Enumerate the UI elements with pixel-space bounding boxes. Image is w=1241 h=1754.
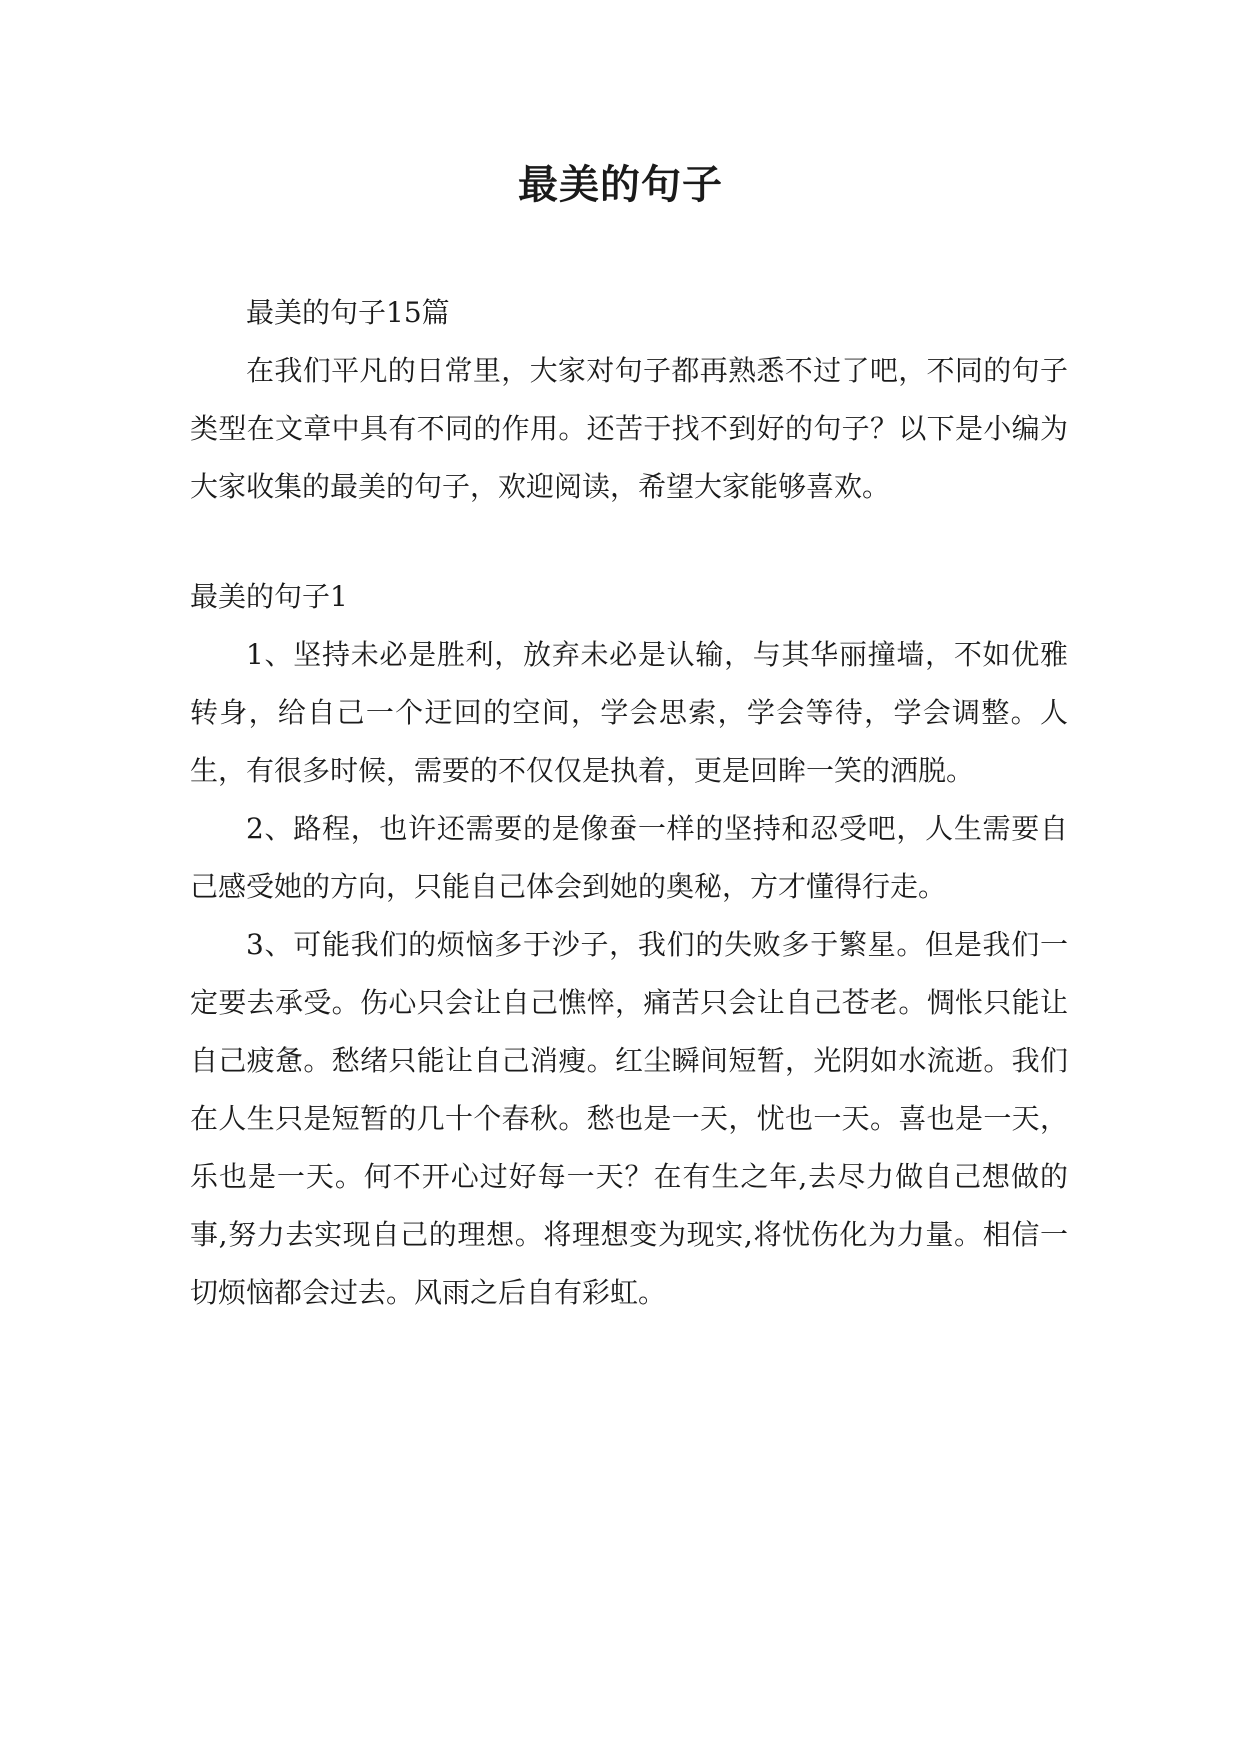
document-body [190,284,1068,1322]
sentence-paragraph-1: 1、坚持未必是胜利，放弃未必是认输，与其华丽撞墙，不如优雅转身，给自己一个迂回的空间，学会思索，学会等待，学会调整。人生，有很多时候，需要的不仅仅是执着，更是回眸一笑的洒脱。 [190,638,1068,787]
section-spacer [190,516,1068,568]
sentence-paragraph-3: 3、可能我们的烦恼多于沙子，我们的失败多于繁星。但是我们一定要去承受。伤心只会让自己憔悴，痛苦只会让自己苍老。惆怅只能让自己疲惫。愁绪只能让自己消瘦。红尘瞬间短暂，光阴如水流逝。我们在人生只是短暂的几十个春秋。愁也是一天，忧也一天。喜也是一天，乐也是一天。何不开心过好每一天？在有生之年,去尽力做自己想做的事,努力去实现自己的理想。将理想变为现实,将忧伤化为力量。相信一切烦恼都会过去。风雨之后自有彩虹。 [190,928,1068,1309]
section-heading: 最美的句子1 [190,580,348,613]
intro-paragraph: 在我们平凡的日常里，大家对句子都再熟悉不过了吧，不同的句子类型在文章中具有不同的作用。还苦于找不到好的句子？以下是小编为大家收集的最美的句子，欢迎阅读，希望大家能够喜欢。 [190,354,1068,503]
document-title: 最美的句子 [518,162,723,208]
document-subtitle: 最美的句子15篇 [246,296,450,329]
sentence-paragraph-2: 2、路程，也许还需要的是像蚕一样的坚持和忍受吧，人生需要自己感受她的方向，只能自己体会到她的奥秘，方才懂得行走。 [190,812,1068,903]
